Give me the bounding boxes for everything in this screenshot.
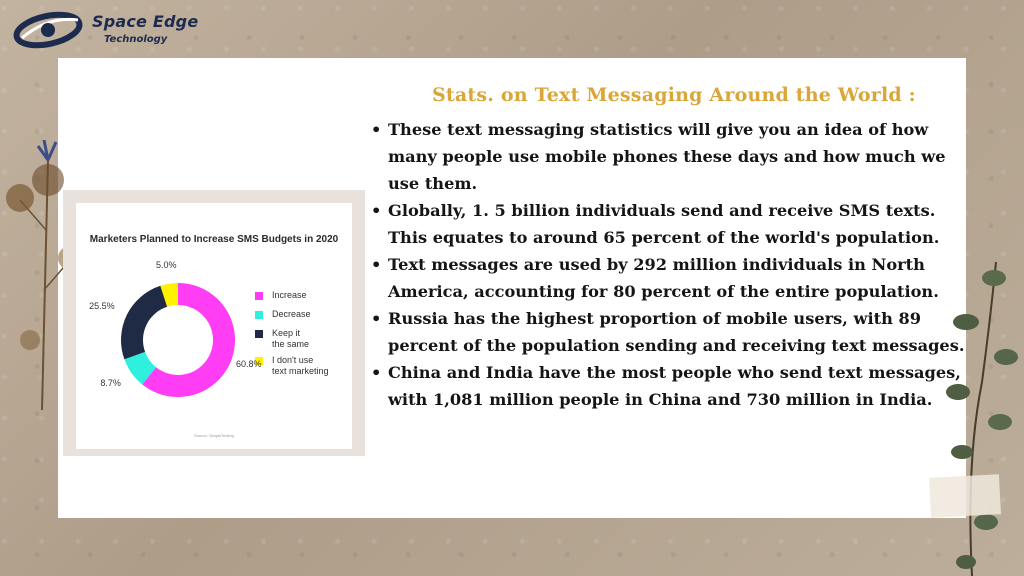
legend-swatch bbox=[255, 292, 263, 300]
list-item bbox=[367, 359, 967, 413]
bullet-text: Russia has the highest proportion of mobile users, with 89 percent of the population sending and receiving text messages. bbox=[388, 309, 965, 355]
chart-title: Marketers Planned to Increase SMS Budgets in 2020 bbox=[89, 234, 339, 245]
list-item bbox=[367, 116, 967, 197]
legend-label: Decrease bbox=[272, 309, 311, 319]
legend-label: Keep it the same bbox=[272, 328, 310, 349]
logo-name: Space Edge bbox=[92, 12, 199, 31]
list-item bbox=[367, 251, 967, 305]
bullet-text: Globally, 1. 5 billion individuals send and receive SMS texts. This equates to around 65 percent of the world's population. bbox=[388, 201, 940, 247]
list-item bbox=[367, 197, 967, 251]
bullet-text: China and India have the most people who send text messages, with 1,081 million people in China and 730 million in India. bbox=[388, 363, 961, 409]
bullet-icon: • bbox=[371, 363, 382, 382]
slice-value-label: 5.0% bbox=[156, 259, 177, 270]
bullet-text: Text messages are used by 292 million individuals in North America, accounting for 80 percent of the entire population. bbox=[388, 255, 939, 301]
bullet-icon: • bbox=[371, 255, 382, 274]
logo-subtitle: Technology bbox=[104, 34, 168, 45]
slice-value-label: 8.7% bbox=[100, 377, 121, 388]
bullet-icon: • bbox=[371, 120, 382, 139]
page-heading: Stats. on Text Messaging Around the World : bbox=[432, 84, 916, 106]
donut-chart bbox=[76, 203, 352, 449]
legend-label: Increase bbox=[272, 290, 307, 300]
swoosh-logo-icon bbox=[12, 8, 86, 52]
list-item bbox=[367, 305, 967, 359]
bullet-icon: • bbox=[371, 201, 382, 220]
slice-value-label: 25.5% bbox=[89, 301, 115, 311]
company-logo bbox=[12, 6, 202, 54]
donut-slice-2 bbox=[121, 286, 167, 360]
bullet-list bbox=[367, 116, 967, 413]
bullet-icon: • bbox=[371, 309, 382, 328]
paper-tape bbox=[929, 474, 1001, 518]
legend-label: I don't use text marketing bbox=[272, 355, 329, 376]
chart-source: Source: SimpleTexting bbox=[194, 433, 234, 438]
bullet-text: These text messaging statistics will give you an idea of how many people use mobile phones these days and how much we use them. bbox=[388, 120, 946, 193]
legend-swatch bbox=[255, 311, 263, 319]
slice-value-label: 60.8% bbox=[235, 358, 262, 369]
legend-swatch bbox=[255, 330, 263, 338]
